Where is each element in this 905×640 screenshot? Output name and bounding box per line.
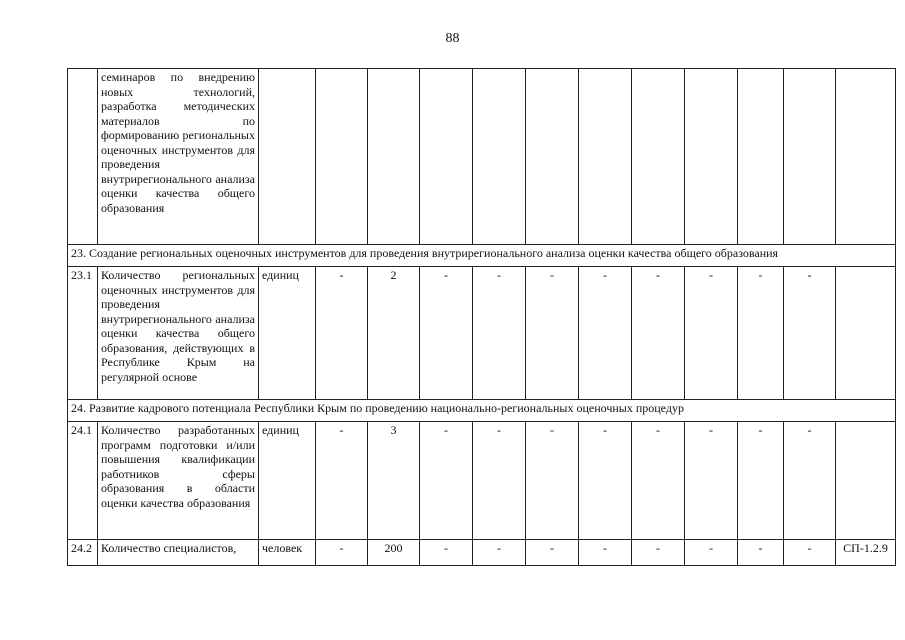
indicator-description: Количество специалистов, (98, 540, 259, 566)
section-header-row (68, 400, 896, 422)
value-cell (685, 69, 738, 245)
value-cell: - (579, 540, 632, 566)
value-cell: - (685, 422, 738, 540)
indicator-row (68, 69, 896, 245)
indicator-number: 24.1 (68, 422, 98, 540)
value-cell: 3 (368, 422, 420, 540)
value-cell (316, 69, 368, 245)
value-cell: - (420, 540, 473, 566)
value-cell (632, 69, 685, 245)
value-cell: - (738, 422, 784, 540)
value-cell: - (316, 540, 368, 566)
value-cell: - (526, 422, 579, 540)
value-cell (738, 69, 784, 245)
indicator-row (68, 422, 896, 540)
value-cell: - (685, 267, 738, 400)
indicator-row (68, 267, 896, 400)
value-cell (420, 69, 473, 245)
value-cell: - (632, 422, 685, 540)
indicator-description: Количество разработанных программ подготовки и/или повышения квалификации работников сферы образования в области оценки качества образования (98, 422, 259, 540)
value-cell (526, 69, 579, 245)
value-cell: - (526, 267, 579, 400)
indicator-number: 23.1 (68, 267, 98, 400)
indicator-description: Количество региональных оценочных инструментов для проведения внутрирегионального анализа оценки качества общего образования, действующих в Республике Крым на регулярной основе (98, 267, 259, 400)
indicator-number: 24.2 (68, 540, 98, 566)
reference-code: СП-1.2.9 (836, 540, 896, 566)
value-cell: - (420, 422, 473, 540)
value-cell: - (420, 267, 473, 400)
value-cell (784, 69, 836, 245)
value-cell: 200 (368, 540, 420, 566)
value-cell: - (685, 540, 738, 566)
value-cell: - (784, 540, 836, 566)
reference-code (836, 267, 896, 400)
value-cell: - (632, 267, 685, 400)
indicators-table (67, 68, 896, 566)
value-cell: - (579, 267, 632, 400)
indicator-description: семинаров по внедрению новых технологий, разработка методических материалов по формированию региональных оценочных инструментов для проведения внутрирегионального анализа оценки качества общего образования (98, 69, 259, 245)
value-cell: - (738, 540, 784, 566)
value-cell: - (473, 422, 526, 540)
table-body (68, 69, 896, 566)
value-cell: - (316, 422, 368, 540)
page-number: 88 (445, 31, 460, 46)
section-header-row (68, 245, 896, 267)
indicator-row (68, 540, 896, 566)
value-cell (473, 69, 526, 245)
value-cell: - (784, 422, 836, 540)
unit-of-measure (259, 69, 316, 245)
unit-of-measure: единиц (259, 422, 316, 540)
value-cell: - (632, 540, 685, 566)
reference-code (836, 69, 896, 245)
value-cell: - (738, 267, 784, 400)
value-cell (579, 69, 632, 245)
value-cell: - (526, 540, 579, 566)
section-title: 24. Развитие кадрового потенциала Республики Крым по проведению национально-региональных оценочных процедур (68, 400, 896, 422)
value-cell: - (579, 422, 632, 540)
unit-of-measure: единиц (259, 267, 316, 400)
value-cell (368, 69, 420, 245)
reference-code (836, 422, 896, 540)
value-cell: - (784, 267, 836, 400)
unit-of-measure: человек (259, 540, 316, 566)
value-cell: - (316, 267, 368, 400)
value-cell: - (473, 267, 526, 400)
section-title: 23. Создание региональных оценочных инструментов для проведения внутрирегионального анализа оценки качества общего образования (68, 245, 896, 267)
indicator-number (68, 69, 98, 245)
value-cell: - (473, 540, 526, 566)
value-cell: 2 (368, 267, 420, 400)
